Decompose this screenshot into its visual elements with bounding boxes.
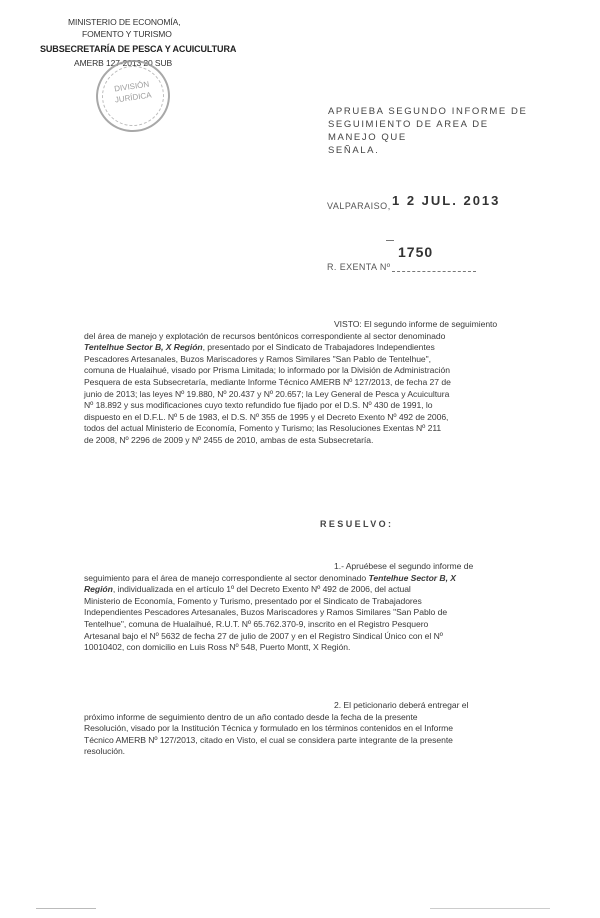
paragraph-1-line bbox=[84, 584, 516, 596]
stamp-text-1: DIVISIÓN bbox=[113, 79, 150, 94]
visto-line: de 2008, Nº 2296 de 2009 y Nº 2455 de 2010, ambas de esta Subsecretaría. bbox=[84, 434, 374, 445]
date-stamp: 1 2 JUL. 2013 bbox=[392, 193, 501, 208]
resolution-label: R. EXENTA Nº bbox=[327, 262, 391, 272]
paragraph-1-text: seguimiento para el área de manejo correspondiente al sector denominado bbox=[84, 572, 369, 583]
footer-rule-left bbox=[36, 908, 96, 909]
paragraph-1-line: Independientes Pescadores Artesanales, Buzos Mariscadores y Ramos Similares "San Pablo de bbox=[84, 607, 448, 618]
area-name: Tentelhue Sector B, X bbox=[368, 572, 456, 583]
small-mark bbox=[386, 240, 394, 241]
paragraph-1-line: 10010402, con domicilio en Luis Ross Nº 548, Puerto Montt, X Región. bbox=[84, 642, 351, 653]
visto-line: dispuesto en el D.F.L. Nº 5 de 1983, el D.S. Nº 355 de 1995 y el Decreto Exento Nº 492 de 2006, bbox=[84, 411, 449, 422]
visto-line: comuna de Hualaihué, visado por Prisma Limitada; lo informado por la División de Administración bbox=[84, 365, 450, 376]
ministry-line-1: MINISTERIO DE ECONOMÍA, bbox=[68, 17, 181, 27]
paragraph-2-line: resolución. bbox=[84, 746, 126, 757]
visto-line-tail: , presentado por el Sindicato de Trabajadores Independientes bbox=[202, 342, 435, 353]
paragraph-2-line: próximo informe de seguimiento dentro de un año contado desde la fecha de la presente bbox=[84, 711, 418, 722]
resolution-paragraph-2 bbox=[84, 700, 516, 758]
visto-line: del área de manejo y explotación de recursos bentónicos correspondiente al sector denominado bbox=[84, 330, 446, 341]
visto-line: Pesquera de esta Subsecretaría, mediante Informe Técnico AMERB Nº 127/2013, de fecha 27 de bbox=[84, 376, 451, 387]
resolution-underline bbox=[392, 271, 476, 272]
visto-line bbox=[84, 342, 516, 354]
paragraph-1-text: , individualizada en el artículo 1º del Decreto Exento Nº 492 de 2006, del actual bbox=[112, 584, 411, 595]
subject-line-2: SEGUIMIENTO DE AREA DE MANEJO QUE bbox=[328, 119, 489, 143]
paragraph-2-line: Técnico AMERB Nº 127/2013, citado en Visto, el cual se considera parte integrante de la presente bbox=[84, 734, 453, 745]
paragraph-1-line: Tentelhue", comuna de Hualaihué, R.U.T. Nº 65.762.370-9, inscrito en el Registro Pesquero bbox=[84, 618, 429, 629]
ministry-line-2: FOMENTO Y TURISMO bbox=[82, 29, 172, 39]
subject-block bbox=[328, 105, 528, 157]
paragraph-1-lead: 1.- Apruébese el segundo informe de bbox=[334, 561, 474, 571]
paragraph-1-line: Artesanal bajo el Nº 5632 de fecha 27 de julio de 2007 y en el Registro Sindical Único con el Nº bbox=[84, 630, 443, 641]
resolution-number: 1750 bbox=[398, 244, 434, 260]
paragraph-1-line bbox=[84, 573, 516, 585]
visto-line: junio de 2013; las leyes Nº 19.880, Nº 20.437 y Nº 20.657; la Ley General de Pesca y Acuicultura bbox=[84, 388, 450, 399]
visto-line: Nº 18.892 y sus modificaciones cuyo texto refundido fue fijado por el D.S. Nº 430 de 1991, lo bbox=[84, 400, 433, 411]
paragraph-1-line: Ministerio de Economía, Fomento y Turismo, presentado por el Sindicato de Trabajadores bbox=[84, 595, 422, 606]
subsecretaria-line: SUBSECRETARÍA DE PESCA Y ACUICULTURA bbox=[40, 44, 237, 54]
subject-line-3: SEÑALA. bbox=[328, 145, 380, 156]
area-name: Tentelhue Sector B, X Región bbox=[84, 342, 203, 353]
region-name: Región bbox=[84, 584, 113, 595]
visto-lead: VISTO: El segundo informe de seguimiento bbox=[334, 319, 498, 329]
paragraph-2-lead: 2. El peticionario deberá entregar el bbox=[334, 700, 469, 710]
place-label: VALPARAISO, bbox=[327, 201, 391, 211]
resuelvo-heading: RESUELVO: bbox=[320, 519, 394, 529]
amerb-reference: AMERB 127-2013 20 SUB bbox=[74, 58, 173, 68]
paragraph-2-line: Resolución, visado por la Institución Técnica y formulado en los términos contenidos en el Informe bbox=[84, 723, 453, 734]
visto-section bbox=[84, 319, 516, 447]
visto-line: todos del actual Ministerio de Economía, Fomento y Turismo; las Resoluciones Exentas Nº 211 bbox=[84, 423, 442, 434]
stamp-text-2: JURÍDICA bbox=[114, 90, 153, 105]
subject-line-1: APRUEBA SEGUNDO INFORME DE bbox=[328, 106, 528, 117]
footer-rule-right bbox=[430, 908, 550, 909]
resolution-paragraph-1 bbox=[84, 561, 516, 654]
visto-line: Pescadores Artesanales, Buzos Mariscadores y Ramos Similares "San Pablo de Tentelhue", bbox=[84, 353, 432, 364]
